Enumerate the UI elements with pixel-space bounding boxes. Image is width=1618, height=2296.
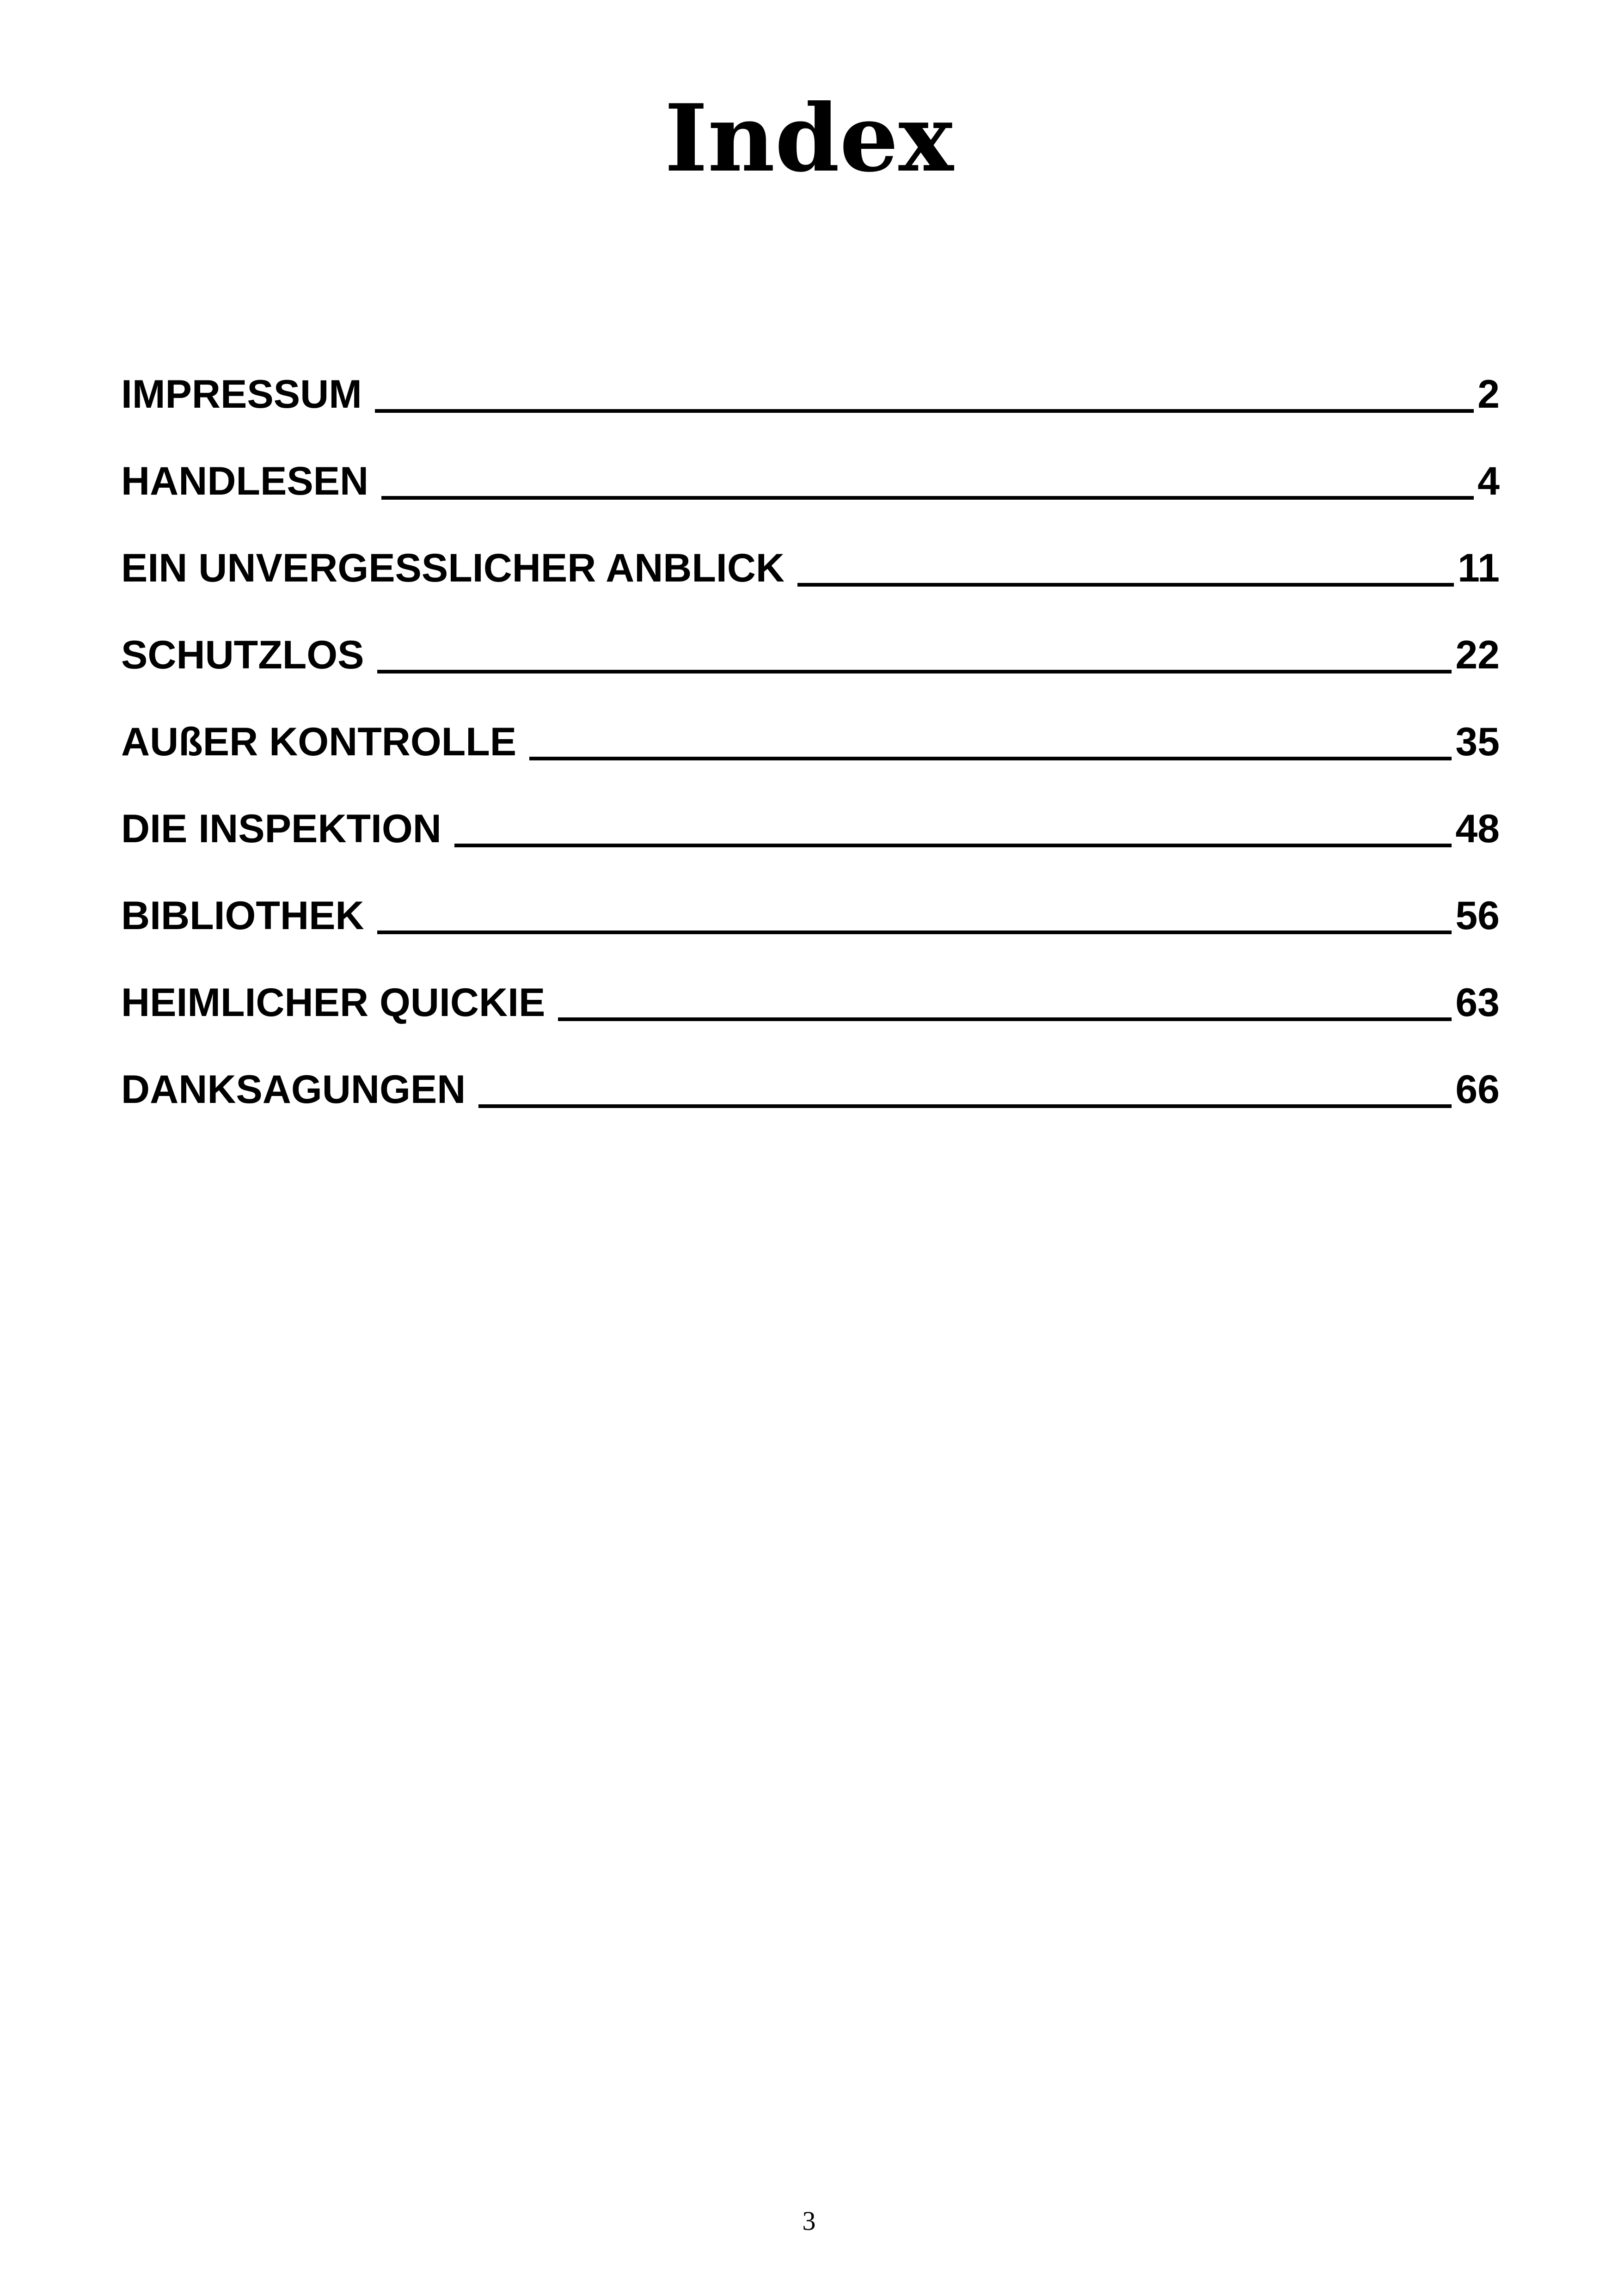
toc-leader-line <box>529 757 1452 760</box>
toc-leader-line <box>377 931 1452 934</box>
toc-entry-label: HEIMLICHER QUICKIE <box>121 980 545 1025</box>
toc-entry-bibliothek[interactable] <box>121 852 1500 939</box>
page-title: Index <box>664 84 954 193</box>
toc-leader-line <box>797 583 1454 587</box>
toc-entry-label: EIN UNVERGESSLICHER ANBLICK <box>121 546 785 590</box>
toc-entry-label: IMPRESSUM <box>121 372 362 416</box>
toc-entry-page: 2 <box>1477 372 1500 416</box>
toc-entry-page: 63 <box>1455 980 1500 1025</box>
toc-entry-page: 22 <box>1455 633 1500 677</box>
toc-entry-danksagungen[interactable] <box>121 1026 1500 1113</box>
toc-leader-line <box>381 496 1474 500</box>
toc-entry-label: SCHUTZLOS <box>121 633 364 677</box>
toc-leader-line <box>558 1017 1452 1021</box>
toc-leader-line <box>375 409 1474 413</box>
toc-entry-label: DANKSAGUNGEN <box>121 1067 466 1112</box>
toc-entry-label: AUßER KONTROLLE <box>121 720 517 764</box>
toc-entry-page: 56 <box>1455 894 1500 938</box>
toc-entry-schutzlos[interactable] <box>121 591 1500 678</box>
page-number: 3 <box>802 2206 816 2236</box>
toc-entry-label: BIBLIOTHEK <box>121 894 364 938</box>
toc-entry-impressum[interactable] <box>121 331 1500 417</box>
toc-entry-die-inspektion[interactable] <box>121 765 1500 852</box>
toc-entry-page: 11 <box>1458 546 1500 590</box>
toc-entry-ausser-kontrolle[interactable] <box>121 678 1500 765</box>
toc-entry-heimlicher-quickie[interactable] <box>121 939 1500 1026</box>
table-of-contents <box>121 331 1500 1113</box>
toc-leader-line <box>478 1104 1452 1108</box>
toc-leader-line <box>377 670 1452 673</box>
toc-entry-page: 4 <box>1477 459 1500 503</box>
toc-entry-page: 66 <box>1455 1067 1500 1112</box>
toc-entry-label: DIE INSPEKTION <box>121 807 441 851</box>
toc-leader-line <box>454 844 1452 847</box>
toc-entry-handlesen[interactable] <box>121 417 1500 504</box>
toc-entry-ein-unvergesslicher-anblick[interactable] <box>121 504 1500 591</box>
toc-entry-page: 48 <box>1455 807 1500 851</box>
toc-entry-page: 35 <box>1455 720 1500 764</box>
toc-entry-label: HANDLESEN <box>121 459 369 503</box>
